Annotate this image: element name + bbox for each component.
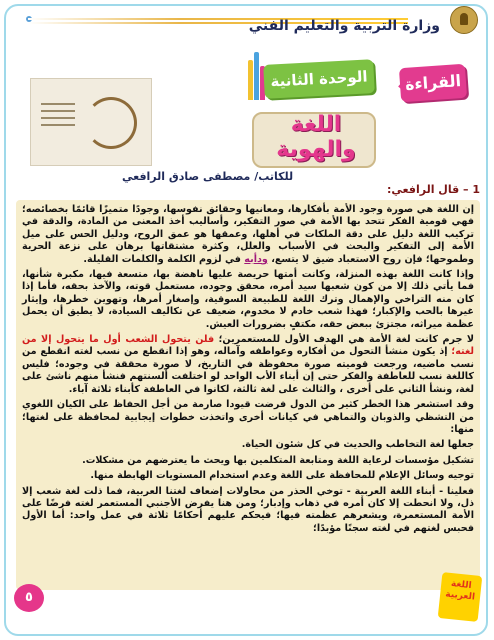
paragraph-2: وإذا كانت اللغة بهذه المنزلة، وكانت أمتها حريصة عليها ناهضة بها، متسعة فيها، مكبرة شأنها، فما يأتي ذلك إلا من كون شعبها سيد أمره، محقق وجوده، مستعمل قوته، والآخذ بحقه، فأما إذا كان منه التراخي والإهمال وترك اللغة للطبيعة السوقية، وإصغار أمرها، وتهوين خطرها، وإيثار غيرها بالحب والإكبار؛ فهذا شعب خادم لا مخدوم، ضعيف عن تكاليف السيادة، لا يطيق أن يحمل عظمة ميراثه، مجتزئ ببعض حقه، مكتفٍ بضرورات العيش. bbox=[22, 269, 474, 330]
lesson-tag: القراءة bbox=[399, 64, 467, 103]
author-line: للكاتب/ مصطفى صادق الرافعي bbox=[122, 170, 294, 183]
ministry-name: وزارة التربية والتعليم الفني bbox=[248, 18, 440, 34]
calligraphy-image bbox=[30, 78, 152, 166]
section-heading: 1 – قال الرافعي: bbox=[387, 183, 480, 196]
page-number: ٥ bbox=[14, 584, 44, 612]
paragraph-1: إن اللغة هي صورة وجود الأمة بأفكارها، ومعانيها وحقائق نفوسها، وجودًا متميزًا قائمًا بخصائصه؛ فهي قومية الفكر تتحد بها الأمة في صور التفكير، وأساليب أخذ المعنى من المادة، والدقة في تركيب اللغة دليل على دقة الملكات في أهلها، وعمقها هو عمق الروح، ودليل الحس على ميل الأمة إلى التفكير والبحث في الأسباب والعلل، وكثرة مشتقاتها برهان على نزعة الحرية وطموحها؛ فإن روح الاستعباد ضيق لا يتسع، ودأبه في لزوم الكلمة والكلمات القليلة. bbox=[22, 204, 474, 265]
eagle-emblem-icon bbox=[450, 6, 478, 34]
list-item: توجيه وسائل الإعلام للمحافظة على اللغة وعدم استخدام المستويات الهابطة منها. bbox=[90, 470, 474, 482]
lesson-title: اللغة والهوية bbox=[276, 112, 356, 162]
paragraph-3: لا جرم كانت لغة الأمة هي الهدف الأول للمستعمرين؛ فلن يتحول الشعب أول ما يتحول إلا من لغته؛ إذ يكون منشأ التحول من أفكاره وعواطفه وآماله، وهو إذا انقطع من نسب لغته انقطع من نسب ماضيه، ورجعت قوميته صورة محفوظة في التاريخ، لا صورة محققة في وجوده؛ فليس كاللغة نسب للعاطفة والفكر حتى إن أبناء الأب الواحد لو اختلفت ألسنتهم فنشأ منهم ناشئ على لغة، ونشأ الثاني على أخرى ، والثالث على لغة ثالثة، لكانوا في العاطفة كأبناء ثلاثة آباء. bbox=[22, 334, 474, 395]
highlighted-sentence: فلن يتحول الشعب أول ما يتحول إلا من لغته؛ bbox=[22, 334, 474, 358]
paragraph-5: فعلينا - أبناء اللغة العربية - توخي الحذر من محاولات إضعاف لغتنا العربية، فما ذلت لغة شعب إلا ذل، ولا انحطت إلا كان أمره في ذهاب وإدبار؛ ومن هنا يفرض الأجنبي المستعمر لغته فرضًا على الأمة المستعمرة، ويشعرهم عظمته فيها؛ فيحكم عليهم أحكامًا ثلاثة في عمل واحد: أما الأول فحبس لغتهم في لغته سجنًا مؤبدًا؛ bbox=[22, 485, 474, 534]
reading-text-box bbox=[16, 200, 480, 590]
list-item: جعلها لغة التخاطب والحديث في كل شئون الحياة. bbox=[241, 439, 474, 451]
calligraphy-glyph-icon bbox=[85, 97, 137, 149]
paragraph-4: وقد استشعر هذا الخطر كثير من الدول فرضت قيودا صارمة من أجل الحفاظ على الكيان اللغوي من التشظي والذوبان والتماهي في كيانات أخرى واتخذت خطوات إيجابية لمحافظة على لغتها؛ منها: bbox=[22, 399, 474, 435]
unit-tag: الوحدة الثانية bbox=[263, 59, 375, 99]
list-item: تشكيل مؤسسات لرعاية اللغة ومتابعة المتكلمين بها ويحث ما يعترضهم من مشكلات. bbox=[82, 454, 474, 466]
highlighted-word: ودأبه bbox=[244, 253, 268, 265]
arabic-language-logo: اللغة العربية bbox=[438, 572, 483, 622]
header-ribbon bbox=[18, 4, 488, 36]
